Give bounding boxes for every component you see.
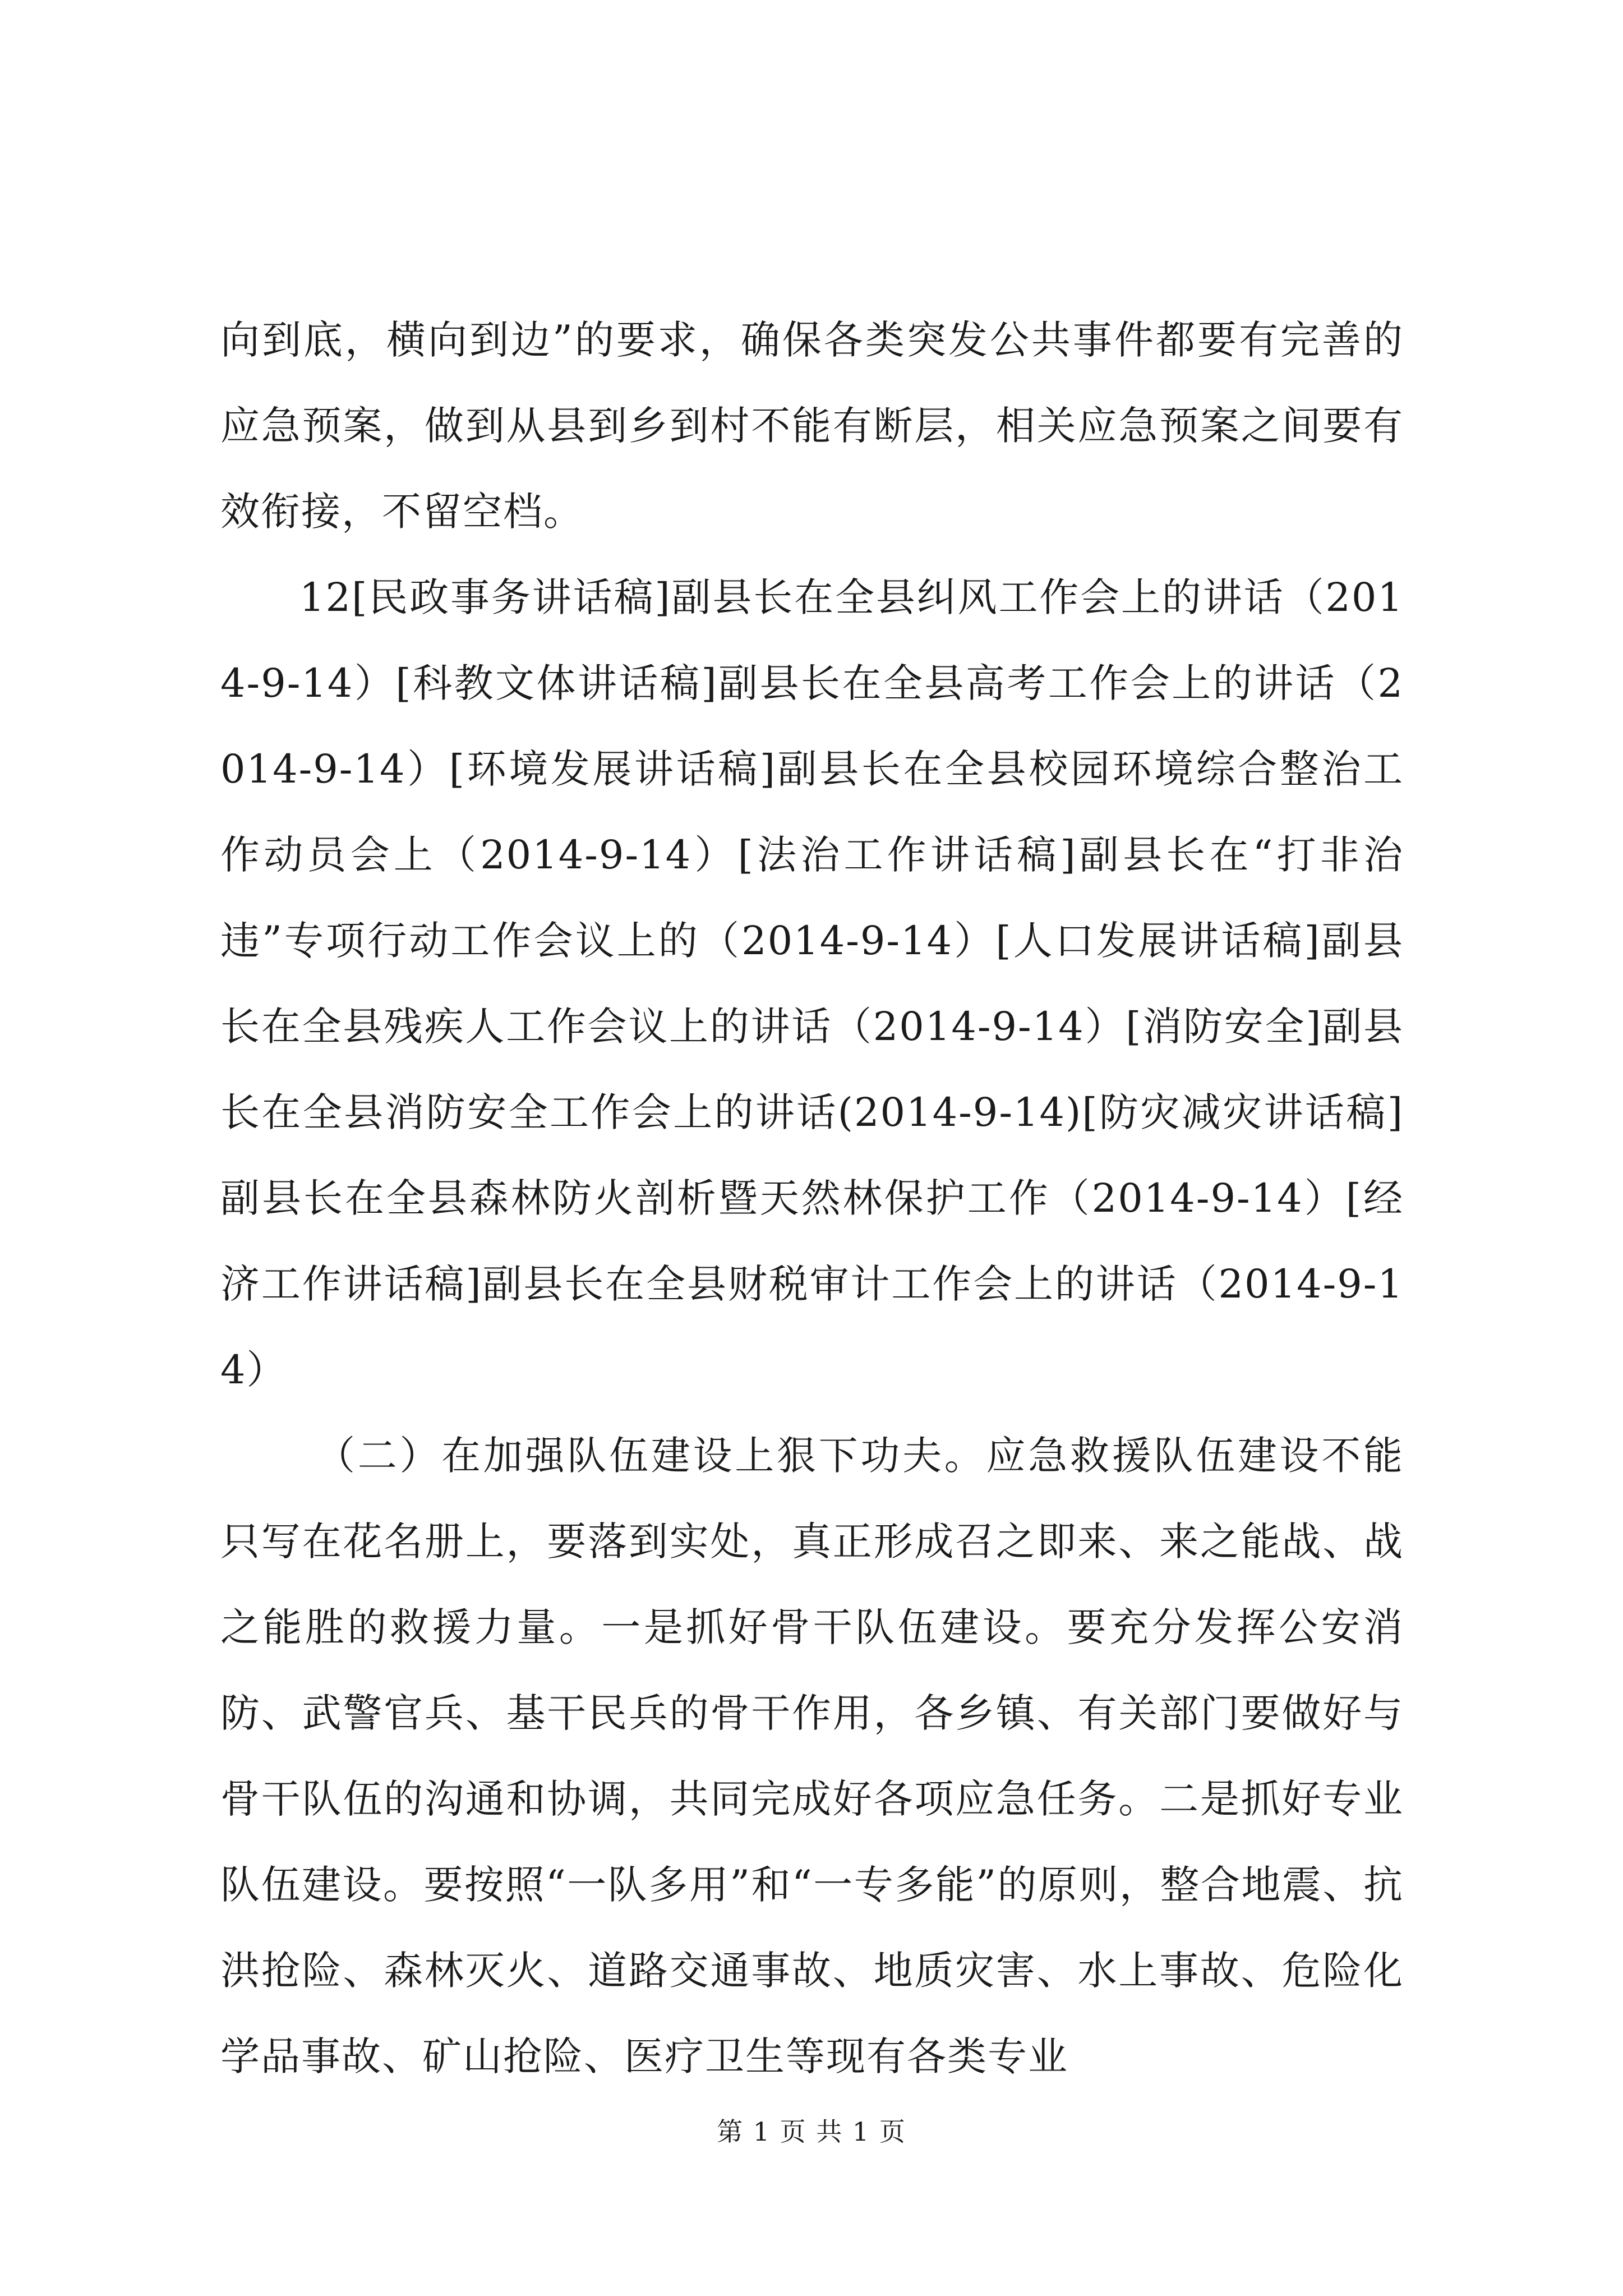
page-footer: 第 1 页 共 1 页 [717, 2116, 906, 2147]
paragraph-speech-list: 12[民政事务讲话稿]副县长在全县纠风工作会上的讲话（2014-9-14）[科教文体讲话稿]副县长在全县高考工作会上的讲话（2014-9-14）[环境发展讲话稿]副县长在全县校园环境综合整治工作动员会上（2014-9-14）[法治工作讲话稿]副县长在“打非治违”专项行动工作会议上的（2014-9-14）[人口发展讲话稿]副县长在全县残疾人工作会议上的讲话（2014-9-14）[消防安全]副县长在全县消防安全工作会上的讲话(2014-9-14)[防灾减灾讲话稿]副县长在全县森林防火剖析暨天然林保护工作（2014-9-14）[经济工作讲话稿]副县长在全县财税审计工作会上的讲话（2014-9-14） [220, 574, 1404, 1393]
paragraph-continuation: 向到底，横向到边”的要求，确保各类突发公共事件都要有完善的应急预案，做到从县到乡到村不能有断层，相关应急预案之间要有效衔接，不留空档。 [220, 317, 1404, 535]
paragraph-team-building: （二）在加强队伍建设上狠下功夫。应急救援队伍建设不能只写在花名册上，要落到实处，真正形成召之即来、来之能战、战之能胜的救援力量。一是抓好骨干队伍建设。要充分发挥公安消防、武警官兵、基干民兵的骨干作用，各乡镇、有关部门要做好与骨干队伍的沟通和协调，共同完成好各项应急任务。二是抓好专业队伍建设。要按照“一队多用”和“一专多能”的原则，整合地震、抗洪抢险、森林灭火、道路交通事故、地质灾害、水上事故、危险化学品事故、矿山抢险、医疗卫生等现有各类专业 [220, 1433, 1404, 2079]
document-body [220, 297, 1404, 2100]
